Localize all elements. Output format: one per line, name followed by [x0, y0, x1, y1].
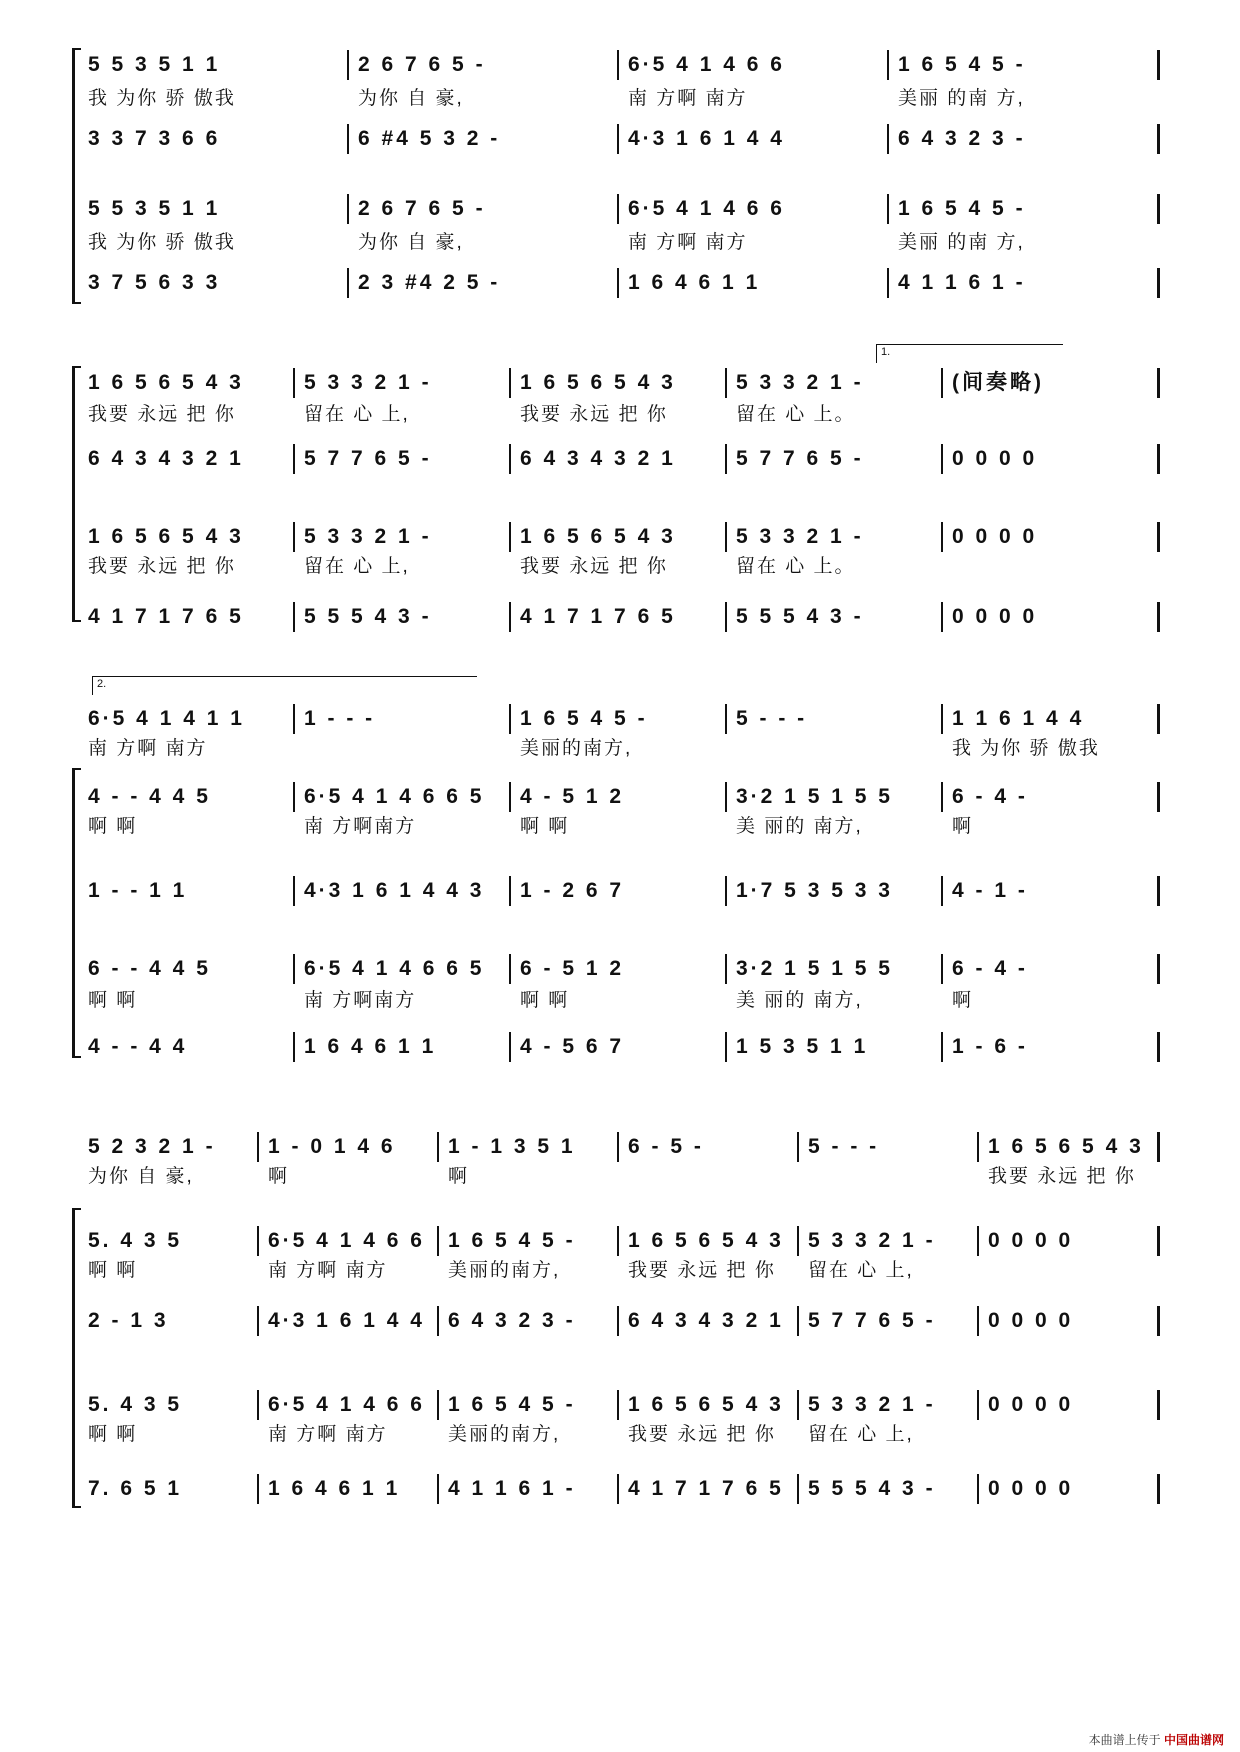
- barline: [941, 444, 943, 474]
- barline: [1157, 522, 1160, 552]
- notation-measure: 7. 6 5 1: [88, 1477, 183, 1500]
- staff-tenor: [80, 952, 1160, 986]
- notation-measure: 6 - - 4 4 5: [88, 957, 211, 980]
- barline: [617, 50, 619, 80]
- notation-measure: 1 1 6 1 4 4: [952, 707, 1085, 730]
- lyric-measure: 南 方啊 南方: [628, 232, 748, 253]
- lyric-measure: 美丽 的南 方,: [898, 88, 1025, 109]
- notation-measure: 4 1 7 1 7 6 5: [88, 605, 244, 628]
- footer-text: 本曲谱上传于: [1088, 1733, 1161, 1747]
- notation-measure: 5 5 5 4 3 -: [808, 1477, 936, 1500]
- notation-measure: 6 4 3 4 3 2 1: [628, 1309, 784, 1332]
- lyric-measure: [628, 1162, 794, 1192]
- barline: [725, 1032, 727, 1062]
- notation-measure: 5 5 5 4 3 -: [736, 605, 864, 628]
- notation-measure: 1 - 0 1 4 6: [268, 1135, 396, 1158]
- notation-measure: 5 3 3 2 1 -: [304, 371, 432, 394]
- barline: [437, 1474, 439, 1504]
- barline: [725, 522, 727, 552]
- barline: [437, 1306, 439, 1336]
- barline: [725, 602, 727, 632]
- lyric-measure: 南 方啊 南方: [628, 88, 748, 109]
- lyric-measure: 美丽的南方,: [520, 738, 633, 759]
- notation-measure: 6 4 3 4 3 2 1: [520, 447, 676, 470]
- barline: [725, 444, 727, 474]
- barline: [347, 194, 349, 224]
- score-system-2: [80, 346, 1160, 632]
- footer: [1089, 1731, 1224, 1748]
- lyric-measure: 美丽的南方,: [448, 1260, 561, 1281]
- staff-soprano: [80, 366, 1160, 400]
- lyric-measure: 啊 啊: [88, 1260, 138, 1281]
- lyric-measure: 我 为你 骄 傲我: [88, 232, 236, 253]
- barline: [509, 782, 511, 812]
- staff-soprano: [80, 48, 1160, 82]
- lyric-measure: 我要 永远 把 你: [628, 1424, 776, 1445]
- notation-measure: 4·3 1 6 1 4 4: [628, 127, 785, 150]
- notation-measure: 1 6 5 4 5 -: [898, 197, 1026, 220]
- lyric-line: [80, 986, 1160, 1016]
- notation-measure: 1 6 5 6 5 4 3: [88, 371, 244, 394]
- staff-melody: [80, 1130, 1160, 1164]
- barline: [509, 704, 511, 734]
- notation-measure: 4 1 1 6 1 -: [898, 271, 1026, 294]
- notation-measure: 6 #4 5 3 2 -: [358, 127, 501, 150]
- barline: [617, 124, 619, 154]
- notation-measure: 4 1 1 6 1 -: [448, 1477, 576, 1500]
- barline: [437, 1390, 439, 1420]
- notation-measure: 5 3 3 2 1 -: [736, 371, 864, 394]
- notation-measure: 1 6 5 4 5 -: [520, 707, 648, 730]
- lyric-measure: [988, 1256, 1154, 1286]
- notation-measure: 5 - - -: [736, 707, 808, 730]
- lyric-measure: 为你 自 豪,: [358, 88, 464, 109]
- lyric-measure: 留在 心 上,: [808, 1424, 914, 1445]
- lyric-measure: 啊 啊: [88, 990, 138, 1011]
- barline: [1157, 1226, 1160, 1256]
- lyric-measure: 啊 啊: [520, 816, 570, 837]
- notation-measure: 1 6 5 6 5 4 3: [520, 525, 676, 548]
- lyric-measure: 留在 心 上,: [808, 1260, 914, 1281]
- barline: [941, 704, 943, 734]
- notation-measure: 3 7 5 6 3 3: [88, 271, 221, 294]
- notation-measure: 0 0 0 0: [988, 1477, 1074, 1500]
- barline: [887, 194, 889, 224]
- barline: [977, 1306, 979, 1336]
- barline: [293, 1032, 295, 1062]
- volta-bracket-2: 2.: [92, 676, 477, 695]
- lyric-measure: 美 丽的 南方,: [736, 990, 863, 1011]
- lyric-measure: 留在 心 上,: [304, 556, 410, 577]
- lyric-measure: [988, 1420, 1154, 1450]
- barline: [797, 1132, 799, 1162]
- notation-measure: 1 - - 1 1: [88, 879, 188, 902]
- notation-measure: 4 1 7 1 7 6 5: [628, 1477, 784, 1500]
- notation-measure: 4·3 1 6 1 4 4: [268, 1309, 425, 1332]
- notation-measure: 6·5 4 1 4 6 6 5: [304, 957, 485, 980]
- notation-measure: 6·5 4 1 4 6 6: [628, 53, 785, 76]
- lyric-measure: [304, 734, 506, 764]
- barline: [1157, 1306, 1160, 1336]
- barline: [941, 368, 943, 398]
- notation-measure: 0 0 0 0: [988, 1393, 1074, 1416]
- staff-bass: [80, 1030, 1160, 1064]
- barline: [941, 954, 943, 984]
- lyric-measure: 啊: [268, 1166, 290, 1187]
- notation-measure: 6·5 4 1 4 6 6: [268, 1229, 425, 1252]
- barline: [509, 368, 511, 398]
- barline: [617, 1306, 619, 1336]
- notation-measure: 3·2 1 5 1 5 5: [736, 957, 893, 980]
- barline: [437, 1226, 439, 1256]
- barline: [797, 1390, 799, 1420]
- notation-measure: 5 3 3 2 1 -: [304, 525, 432, 548]
- notation-measure: 0 0 0 0: [952, 525, 1038, 548]
- barline: [347, 268, 349, 298]
- notation-measure: (间奏略): [952, 371, 1044, 394]
- notation-measure: 1 - 2 6 7: [520, 879, 625, 902]
- notation-measure: 6 4 3 2 3 -: [898, 127, 1026, 150]
- volta-bracket-1: 1.: [876, 344, 1063, 363]
- lyric-measure: 留在 心 上。: [736, 404, 856, 425]
- barline: [437, 1132, 439, 1162]
- barline: [977, 1132, 979, 1162]
- notation-measure: 5 - - -: [808, 1135, 880, 1158]
- notation-measure: 1 5 3 5 1 1: [736, 1035, 869, 1058]
- lyric-measure: 南 方啊 南方: [268, 1424, 388, 1445]
- barline: [509, 876, 511, 906]
- staff-tenor: [80, 520, 1160, 554]
- staff-bass: [80, 600, 1160, 634]
- notation-measure: 6 - 4 -: [952, 785, 1028, 808]
- lyric-measure: [952, 552, 1154, 582]
- barline: [509, 444, 511, 474]
- lyric-measure: 啊 啊: [88, 816, 138, 837]
- lyric-measure: 美丽的南方,: [448, 1424, 561, 1445]
- notation-measure: 3·2 1 5 1 5 5: [736, 785, 893, 808]
- barline: [725, 876, 727, 906]
- notation-measure: 5 3 3 2 1 -: [808, 1393, 936, 1416]
- barline: [257, 1132, 259, 1162]
- notation-measure: 5 7 7 6 5 -: [304, 447, 432, 470]
- lyric-line: [80, 552, 1160, 582]
- barline: [617, 1390, 619, 1420]
- notation-measure: 4 - - 4 4 5: [88, 785, 211, 808]
- notation-measure: 6·5 4 1 4 1 1: [88, 707, 245, 730]
- notation-measure: 5 3 3 2 1 -: [808, 1229, 936, 1252]
- lyric-measure: 南 方啊 南方: [88, 738, 208, 759]
- barline: [509, 602, 511, 632]
- staff-tenor: [80, 1388, 1160, 1422]
- notation-measure: 1 6 5 6 5 4 3: [628, 1229, 784, 1252]
- barline: [293, 444, 295, 474]
- barline: [1157, 1390, 1160, 1420]
- barline: [1157, 602, 1160, 632]
- barline: [1157, 268, 1160, 298]
- notation-measure: 1·7 5 3 5 3 3: [736, 879, 893, 902]
- barline: [1157, 368, 1160, 398]
- notation-measure: 5 5 3 5 1 1: [88, 53, 221, 76]
- notation-measure: 5 5 3 5 1 1: [88, 197, 221, 220]
- lyric-measure: 我要 永远 把 你: [88, 556, 236, 577]
- notation-measure: 1 - 1 3 5 1: [448, 1135, 576, 1158]
- notation-measure: 1 6 5 6 5 4 3: [520, 371, 676, 394]
- notation-measure: 1 6 5 4 5 -: [898, 53, 1026, 76]
- notation-measure: 1 - 6 -: [952, 1035, 1028, 1058]
- barline: [725, 954, 727, 984]
- score-system-4: [80, 1126, 1160, 1666]
- notation-measure: 5 5 5 4 3 -: [304, 605, 432, 628]
- notation-measure: 1 - - -: [304, 707, 376, 730]
- barline: [725, 368, 727, 398]
- lyric-line: [80, 812, 1160, 842]
- notation-measure: 1 6 5 6 5 4 3: [88, 525, 244, 548]
- notation-measure: 1 6 5 6 5 4 3: [988, 1135, 1144, 1158]
- notation-measure: 4 - 5 1 2: [520, 785, 625, 808]
- barline: [1157, 1132, 1160, 1162]
- staff-bass: [80, 266, 1160, 300]
- lyric-line: [80, 1256, 1160, 1286]
- barline: [887, 124, 889, 154]
- lyric-measure: 我要 永远 把 你: [520, 556, 668, 577]
- barline: [509, 954, 511, 984]
- staff-alto: [80, 874, 1160, 908]
- staff-soprano: [80, 780, 1160, 814]
- lyric-measure: 留在 心 上,: [304, 404, 410, 425]
- notation-measure: 4 - 1 -: [952, 879, 1028, 902]
- notation-measure: 1 6 4 6 1 1: [628, 271, 761, 294]
- notation-measure: 1 6 5 6 5 4 3: [628, 1393, 784, 1416]
- barline: [617, 1474, 619, 1504]
- barline: [293, 954, 295, 984]
- lyric-measure: 我要 永远 把 你: [988, 1166, 1136, 1187]
- notation-measure: 4·3 1 6 1 4 4 3: [304, 879, 485, 902]
- barline: [617, 1226, 619, 1256]
- lyric-measure: [736, 734, 938, 764]
- notation-measure: 3 3 7 3 6 6: [88, 127, 221, 150]
- barline: [725, 704, 727, 734]
- barline: [617, 194, 619, 224]
- barline: [617, 268, 619, 298]
- lyric-measure: [808, 1162, 974, 1192]
- lyric-measure: 啊 啊: [520, 990, 570, 1011]
- notation-measure: 2 6 7 6 5 -: [358, 197, 486, 220]
- barline: [1157, 876, 1160, 906]
- staff-alto: [80, 1304, 1160, 1338]
- lyric-measure: 南 方啊南方: [304, 816, 417, 837]
- barline: [797, 1474, 799, 1504]
- barline: [1157, 194, 1160, 224]
- staff-soprano: [80, 1224, 1160, 1258]
- notation-measure: 0 0 0 0: [952, 605, 1038, 628]
- lyric-measure: 为你 自 豪,: [88, 1166, 194, 1187]
- barline: [257, 1306, 259, 1336]
- notation-measure: 6·5 4 1 4 6 6: [268, 1393, 425, 1416]
- barline: [293, 368, 295, 398]
- staff-alto: [80, 122, 1160, 156]
- barline: [293, 782, 295, 812]
- barline: [293, 602, 295, 632]
- lyric-line: [80, 1162, 1160, 1192]
- barline: [797, 1226, 799, 1256]
- barline: [1157, 1474, 1160, 1504]
- barline: [293, 876, 295, 906]
- score-system-3: [80, 680, 1160, 1060]
- lyric-line: [80, 1420, 1160, 1450]
- lyric-measure: 我 为你 骄 傲我: [952, 738, 1100, 759]
- staff-bass: [80, 1472, 1160, 1506]
- lyric-measure: 啊: [952, 990, 974, 1011]
- barline: [1157, 444, 1160, 474]
- notation-measure: 0 0 0 0: [988, 1229, 1074, 1252]
- barline: [257, 1474, 259, 1504]
- barline: [977, 1390, 979, 1420]
- lyric-measure: 我 为你 骄 傲我: [88, 88, 236, 109]
- lyric-measure: 啊: [952, 816, 974, 837]
- staff-alto: [80, 442, 1160, 476]
- lyric-measure: 为你 自 豪,: [358, 232, 464, 253]
- notation-measure: 6 4 3 2 3 -: [448, 1309, 576, 1332]
- lyric-measure: 南 方啊 南方: [268, 1260, 388, 1281]
- barline: [977, 1226, 979, 1256]
- barline: [941, 602, 943, 632]
- lyric-line: [80, 228, 1160, 258]
- notation-measure: 6 - 4 -: [952, 957, 1028, 980]
- barline: [1157, 1032, 1160, 1062]
- lyric-measure: 我要 永远 把 你: [88, 404, 236, 425]
- lyric-measure: 美 丽的 南方,: [736, 816, 863, 837]
- lyric-measure: 美丽 的南 方,: [898, 232, 1025, 253]
- barline: [941, 876, 943, 906]
- lyric-line: [80, 84, 1160, 114]
- notation-measure: 2 - 1 3: [88, 1309, 169, 1332]
- barline: [941, 1032, 943, 1062]
- lyric-line: [80, 734, 1160, 764]
- notation-measure: 6 - 5 -: [628, 1135, 704, 1158]
- barline: [941, 522, 943, 552]
- lyric-line: [80, 400, 1160, 430]
- barline: [725, 782, 727, 812]
- notation-measure: 4 - - 4 4: [88, 1035, 188, 1058]
- barline: [887, 268, 889, 298]
- notation-measure: 2 6 7 6 5 -: [358, 53, 486, 76]
- notation-measure: 5 7 7 6 5 -: [808, 1309, 936, 1332]
- lyric-measure: [952, 400, 1154, 430]
- notation-measure: 1 6 5 4 5 -: [448, 1393, 576, 1416]
- barline: [257, 1390, 259, 1420]
- barline: [347, 124, 349, 154]
- lyric-measure: 啊: [448, 1166, 470, 1187]
- barline: [509, 1032, 511, 1062]
- lyric-measure: 我要 永远 把 你: [520, 404, 668, 425]
- notation-measure: 1 6 5 4 5 -: [448, 1229, 576, 1252]
- staff-melody: [80, 702, 1160, 736]
- notation-measure: 1 6 4 6 1 1: [268, 1477, 401, 1500]
- notation-measure: 5 3 3 2 1 -: [736, 525, 864, 548]
- notation-measure: 4 - 5 6 7: [520, 1035, 625, 1058]
- barline: [293, 704, 295, 734]
- lyric-measure: 啊 啊: [88, 1424, 138, 1445]
- notation-measure: 6·5 4 1 4 6 6 5: [304, 785, 485, 808]
- notation-measure: 6 - 5 1 2: [520, 957, 625, 980]
- barline: [977, 1474, 979, 1504]
- notation-measure: 6 4 3 4 3 2 1: [88, 447, 244, 470]
- barline: [1157, 124, 1160, 154]
- score-system-1: [80, 44, 1160, 304]
- lyric-measure: 我要 永远 把 你: [628, 1260, 776, 1281]
- barline: [1157, 782, 1160, 812]
- staff-tenor: [80, 192, 1160, 226]
- barline: [509, 522, 511, 552]
- lyric-measure: 留在 心 上。: [736, 556, 856, 577]
- notation-measure: 6·5 4 1 4 6 6: [628, 197, 785, 220]
- barline: [887, 50, 889, 80]
- barline: [1157, 954, 1160, 984]
- notation-measure: 5 7 7 6 5 -: [736, 447, 864, 470]
- notation-measure: 5 2 3 2 1 -: [88, 1135, 216, 1158]
- barline: [1157, 50, 1160, 80]
- notation-measure: 2 3 #4 2 5 -: [358, 271, 501, 294]
- notation-measure: 4 1 7 1 7 6 5: [520, 605, 676, 628]
- barline: [257, 1226, 259, 1256]
- notation-measure: 5. 4 3 5: [88, 1393, 183, 1416]
- barline: [293, 522, 295, 552]
- barline: [797, 1306, 799, 1336]
- notation-measure: 5. 4 3 5: [88, 1229, 183, 1252]
- barline: [941, 782, 943, 812]
- notation-measure: 0 0 0 0: [952, 447, 1038, 470]
- notation-measure: 0 0 0 0: [988, 1309, 1074, 1332]
- notation-measure: 1 6 4 6 1 1: [304, 1035, 437, 1058]
- barline: [617, 1132, 619, 1162]
- site-logo: 中国曲谱网: [1163, 1733, 1224, 1747]
- barline: [1157, 704, 1160, 734]
- lyric-measure: 南 方啊南方: [304, 990, 417, 1011]
- barline: [347, 50, 349, 80]
